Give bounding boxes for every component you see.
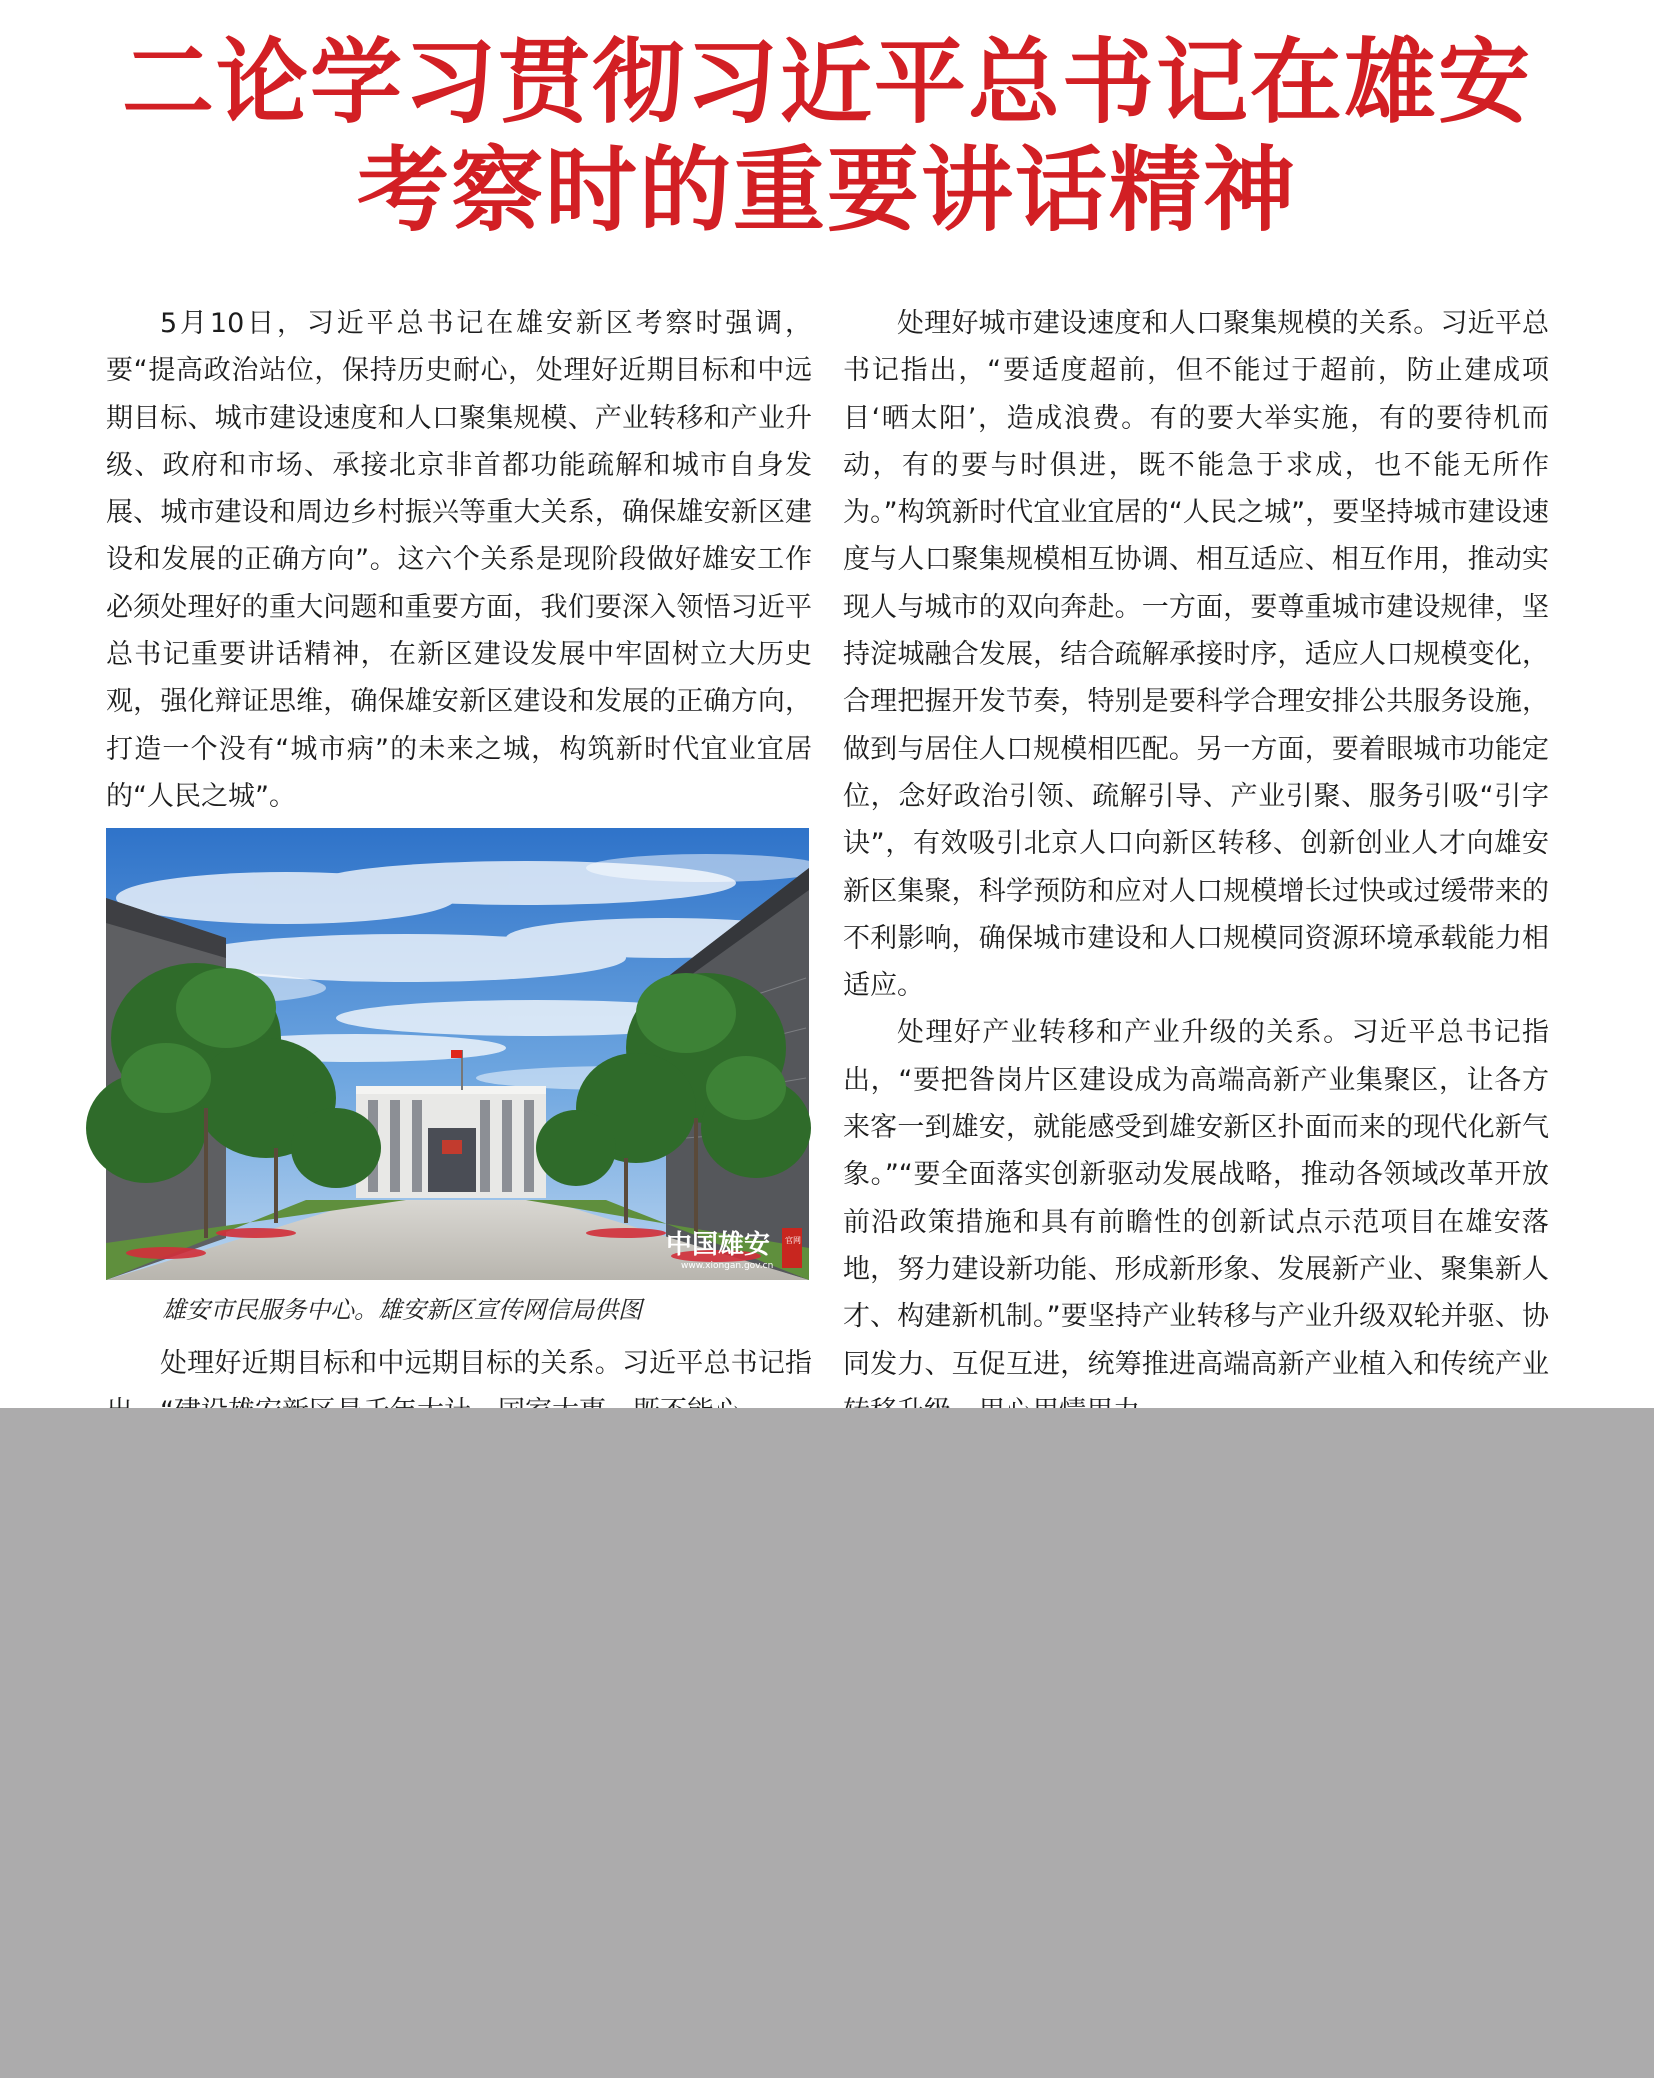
construction-speed-paragraph: 处理好城市建设速度和人口聚集规模的关系。习近平总书记指出，“要适度超前，但不能过于超前，防止建成项目‘晒太阳’，造成浪费。有的要大举实施，有的要待机而动，有的要与时俱进，既不能急于求成，也不能无所作为。”构筑新时代宜业宜居的“人民之城”，要坚持城市建设速度与人口聚集规模相互协调、相互适应、相互作用，推动实现人与城市的双向奔赴。一方面，要尊重城市建设规律，坚持淀城融合发展，结合疏解承接时序，适应人口规模变化，合理把握开发节奏，特别是要科学合理安排公共服务设施，做到与居住人口规模相匹配。另一方面，要着眼城市功能定位，念好政治引领、疏解引导、产业引聚、服务引吸“引字诀”，有效吸引北京人口向新区转移、创新创业人才向雄安新区集聚，科学预防和应对人口规模增长过快或过缓带来的不利影响，确保城市建设和人口规模同资源环境承载能力相适应。 — [843, 308, 1549, 1002]
photo-watermark-url: www.xiongan.gov.cn — [681, 1261, 774, 1272]
left-column — [106, 300, 812, 1435]
industry-paragraph: 处理好产业转移和产业升级的关系。习近平总书记指出，“要把昝岗片区建设成为高端高新产业集聚区，让各方来客一到雄安，就能感受到雄安新区扑面而来的现代化新气象。”“要全面落实创新驱动发展战略，推动各领域改革开放前沿政策措施和具有前瞻性的创新试点示范项目在雄安落地，努力建设新功能、形成新形象、发展新产业、聚集新人才、构建新机制。”要坚持产业转移与产业升级双轮并驱、协同发力、互促互进，统筹推进高端高新产业植入和传统产业 — [843, 1017, 1549, 1380]
photo-caption: 雄安市民服务中心。雄安新区宣传网信局供图 — [162, 1296, 642, 1325]
photo-watermark-seal: 官网 — [785, 1236, 801, 1246]
title-line-2: 考察时的重要讲话精神 — [356, 136, 1297, 244]
civic-service-center-photo — [106, 828, 809, 1280]
blank-gray-area — [0, 1408, 1654, 2078]
right-column — [843, 300, 1549, 1435]
goals-paragraph: 处理好近期目标和中远期目标的关系。习近平总书记指 — [160, 1348, 812, 1380]
title-line-1: 二论学习贯彻习近平总书记在雄安 — [121, 28, 1532, 136]
photo-watermark: 中国雄安 — [666, 1230, 771, 1261]
article-title — [0, 28, 1654, 244]
intro-paragraph: 5月10日，习近平总书记在雄安新区考察时强调，要“提高政治站位，保持历史耐心，处理好近期目标和中远期目标、城市建设速度和人口聚集规模、产业转移和产业升级、政府和市场、承接北京非首都功能疏解和城市自身发展、城市建设和周边乡村振兴等重大关系，确保雄安新区建设和发展的正确方向”。这六个关系是现阶段做好雄安工作必须处理好的重大问题和重要方面，我们要深入领悟习近平总书记重要讲话精神，在新区建设发展中牢固树立大历史观，强化辩证思维，确保雄安新区建设和发展的正确方向，打造一个没有“城市病”的未来之城，构筑新时代宜业宜居的“人民之城”。 — [106, 308, 812, 812]
